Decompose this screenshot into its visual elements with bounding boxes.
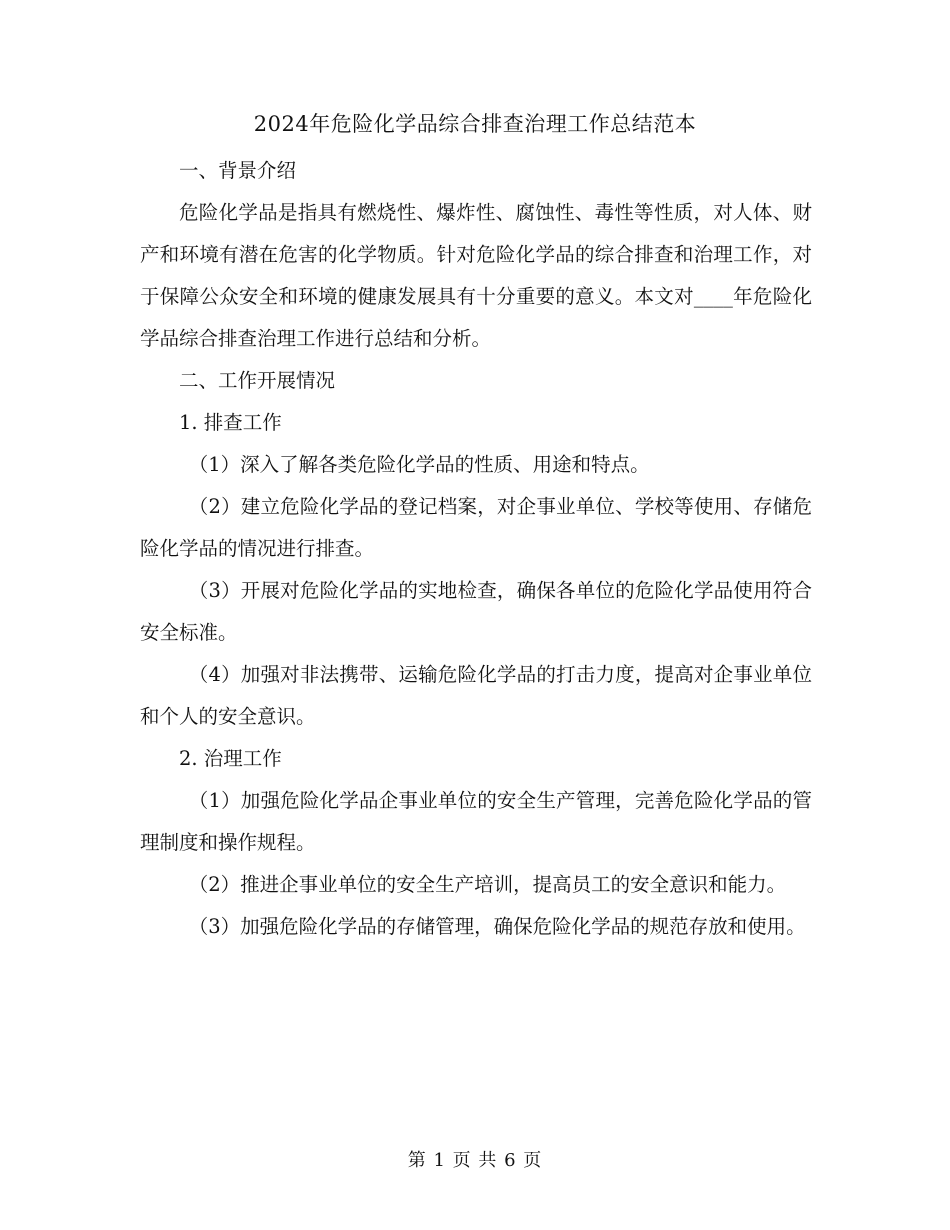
subheading-governance: 2. 治理工作 (179, 747, 282, 770)
list-item: （2）推进企事业单位的安全生产培训，提高员工的安全意识和能力。 (188, 873, 787, 896)
subheading-investigation: 1. 排查工作 (179, 411, 282, 434)
section-heading-background: 一、背景介绍 (179, 159, 297, 182)
list-item: （3）加强危险化学品的存储管理，确保危险化学品的规范存放和使用。 (188, 915, 806, 938)
section-heading-work: 二、工作开展情况 (179, 369, 336, 392)
list-item: （4）加强对非法携带、运输危险化学品的打击力度，提高对企事业单位和个人的安全意识。 (140, 663, 812, 728)
document-title: 2024年危险化学品综合排查治理工作总结范本 (253, 112, 697, 136)
paragraph-background: 危险化学品是指具有燃烧性、爆炸性、腐蚀性、毒性等性质，对人体、财产和环境有潜在危害的化学物质。针对危险化学品的综合排查和治理工作，对于保障公众安全和环境的健康发展具有十分重要的意义。本文对____年危险化学品综合排查治理工作进行总结和分析。 (140, 201, 812, 350)
page-footer: 第 1 页 共 6 页 (407, 1150, 543, 1171)
list-item: （1）加强危险化学品企事业单位的安全生产管理，完善危险化学品的管理制度和操作规程。 (140, 789, 812, 854)
list-item: （3）开展对危险化学品的实地检查，确保各单位的危险化学品使用符合安全标准。 (140, 579, 812, 644)
list-item: （1）深入了解各类危险化学品的性质、用途和特点。 (188, 453, 650, 476)
document-body (140, 150, 812, 948)
list-item: （2）建立危险化学品的登记档案，对企事业单位、学校等使用、存储危险化学品的情况进行排查。 (140, 495, 812, 560)
